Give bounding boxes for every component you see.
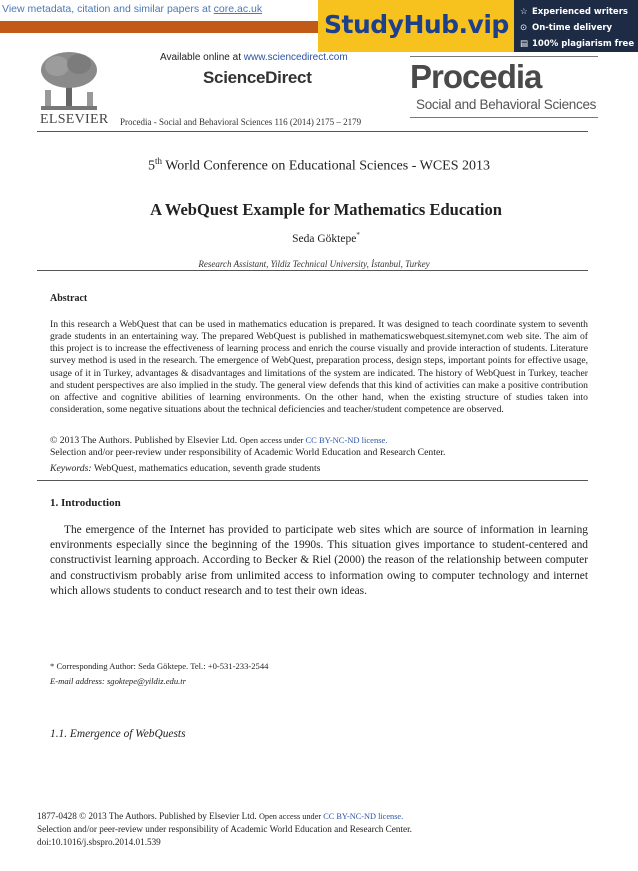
footer-doi[interactable]: doi:10.1016/j.sbspro.2014.01.539 xyxy=(37,837,161,847)
footer-copyright-line xyxy=(37,811,403,821)
introduction-heading: 1. Introduction xyxy=(50,497,121,509)
studyhub-feature-text: On-time delivery xyxy=(532,23,613,33)
conference-ordinal-suffix: th xyxy=(154,156,162,166)
footnote-rule xyxy=(50,655,130,656)
title-divider xyxy=(37,270,588,271)
footer-open-access-text: Open access under xyxy=(258,812,324,821)
procedia-rule-top xyxy=(410,56,598,57)
core-banner-prefix: View metadata, citation and similar papers at xyxy=(2,3,214,15)
studyhub-feature xyxy=(520,4,634,20)
author-affiliation: Research Assistant, Yildiz Technical University, İstanbul, Turkey xyxy=(198,259,430,269)
keywords-line xyxy=(50,463,320,474)
license-link[interactable]: CC BY-NC-ND license. xyxy=(305,435,388,445)
document-icon: ▤ xyxy=(520,39,529,49)
author-line xyxy=(0,231,638,245)
abstract-divider xyxy=(37,480,588,481)
author-footnote-mark: * xyxy=(356,231,360,239)
corresponding-author-note: * Corresponding Author: Seda Göktepe. Tel.: +0-531-233-2544 xyxy=(50,661,269,671)
footer-copyright-text: 1877-0428 © 2013 The Authors. Published by Elsevier Ltd. xyxy=(37,811,259,821)
available-online xyxy=(160,52,348,63)
core-link-text: core.ac.uk xyxy=(213,3,263,15)
footer-license-link[interactable]: CC BY-NC-ND license. xyxy=(323,812,404,821)
studyhub-feature-text: 100% plagiarism free xyxy=(532,39,635,49)
keywords-text: WebQuest, mathematics education, seventh grade students xyxy=(91,463,321,474)
copyright-line xyxy=(50,435,387,446)
subsection-heading: 1.1. Emergence of WebQuests xyxy=(50,728,186,740)
keywords-label: Keywords: xyxy=(50,463,92,474)
studyhub-feature xyxy=(520,20,634,36)
available-prefix: Available online at xyxy=(160,52,244,63)
procedia-subtitle: Social and Behavioral Sciences xyxy=(416,97,597,112)
clock-icon: ⊙ xyxy=(520,23,528,33)
abstract-body: In this research a WebQuest that can be used in mathematics education is prepared. It was designed to teach coordinate system to seventh grade students in an entertaining way. The prepared WebQuest is published in mathematicswebquest.sitemynet.com web site. The aim of this project is to increase the effectiveness of learning process and enrich the course visually and provide interaction of students. Literature survey method is used in the research. The emergence of WebQuest, preparation process, design steps, important points for effective usage, usage of it in Turkey, advantages & disadvantages and limitations of the system are indicated. The history of WebQuest in Turkey, teacher and student perspectives are also implied in the study. The general view defends that this kind of activities can make a positive contribution on affective and cognitive abilities of learning environments. On the other hand, when the existing structure of studies taken into consideration, some negative situations about the technical deficiencies and teacher/student competence are observed. xyxy=(50,319,588,416)
conference-name xyxy=(0,156,638,175)
core-divider xyxy=(0,21,320,33)
copyright-text: © 2013 The Authors. Published by Elsevier Ltd. xyxy=(50,435,240,446)
procedia-rule-bottom xyxy=(410,117,598,118)
peer-review-line: Selection and/or peer-review under responsibility of Academic World Education and Research Center. xyxy=(50,447,446,458)
studyhub-banner[interactable] xyxy=(318,0,638,52)
studyhub-logo[interactable] xyxy=(318,0,514,52)
sciencedirect-logo: ScienceDirect xyxy=(203,68,312,87)
elsevier-tree-logo-icon xyxy=(37,50,101,112)
studyhub-feature-list xyxy=(520,4,634,52)
studyhub-feature xyxy=(520,36,634,52)
footer-peer-review-line: Selection and/or peer-review under responsibility of Academic World Education and Research Center. xyxy=(37,824,412,834)
abstract-heading: Abstract xyxy=(50,293,88,304)
sciencedirect-url-link[interactable]: www.sciencedirect.com xyxy=(243,52,348,63)
introduction-body: The emergence of the Internet has provided to participate web sites which are source of information in learning environments especially since the beginning of the 1990s. This situation gives importance to student-centered and constructivist learning approach. According to Becker & Riel (2000) the reason of the relationship between computer and constructivism probably arise from unlimited access to information owing to computer technology and internet which allows students to conduct research and to test their own ideas. xyxy=(50,524,588,597)
star-icon: ☆ xyxy=(520,7,528,17)
author-email: E-mail address: sgoktepe@yildiz.edu.tr xyxy=(50,676,186,686)
conference-title: World Conference on Educational Sciences - WCES 2013 xyxy=(161,158,491,174)
header-divider xyxy=(37,131,588,132)
author-name: Seda Göktepe xyxy=(292,232,357,245)
core-metadata-link[interactable] xyxy=(2,3,262,15)
procedia-logo: Procedia xyxy=(410,58,542,95)
studyhub-logo-text: StudyHub.vip xyxy=(324,10,509,39)
conference-ordinal: 5 xyxy=(147,158,155,174)
open-access-text: Open access under xyxy=(239,435,306,445)
core-banner xyxy=(0,0,320,20)
elsevier-wordmark: ELSEVIER xyxy=(40,112,109,127)
studyhub-feature-text: Experienced writers xyxy=(532,7,628,17)
journal-citation: Procedia - Social and Behavioral Sciences 116 (2014) 2175 – 2179 xyxy=(120,117,362,127)
paper-title: A WebQuest Example for Mathematics Education xyxy=(150,200,502,219)
